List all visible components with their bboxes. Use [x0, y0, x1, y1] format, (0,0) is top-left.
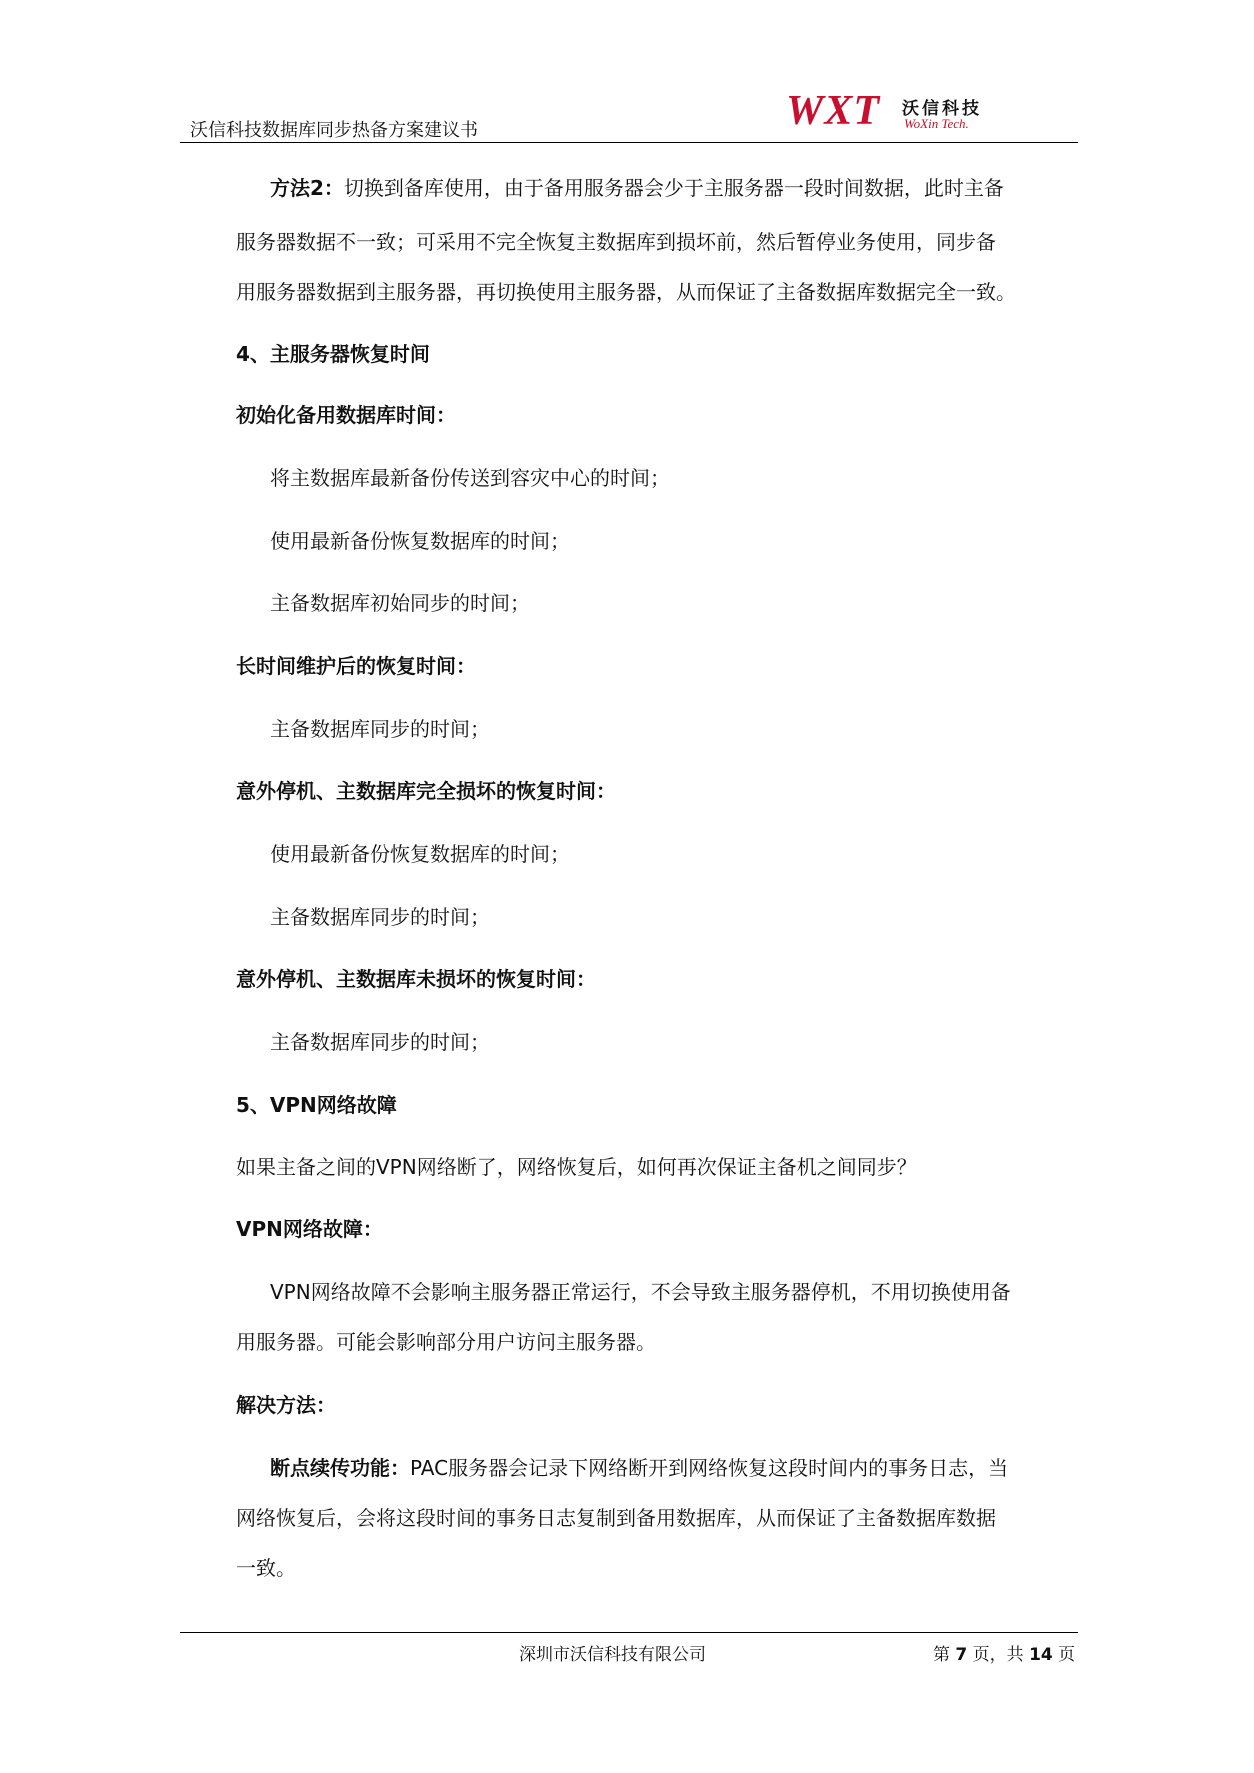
vpn-failure-line-1: VPN网络故障不会影响主服务器正常运行，不会导致主服务器停机，不用切换使用备 [270, 1280, 1011, 1304]
method2-label: 方法2： [270, 176, 344, 200]
crash-damaged-heading: 意外停机、主数据库完全损坏的恢复时间： [236, 779, 616, 803]
resume-line-2: 网络恢复后，会将这段时间的事务日志复制到备用数据库，从而保证了主备数据库数据 [236, 1506, 996, 1530]
logo-wxt-mark: WXT [786, 88, 881, 134]
vpn-failure-line-2: 用服务器。可能会影响部分用户访问主服务器。 [236, 1330, 656, 1354]
vpn-failure-heading: VPN网络故障： [236, 1217, 383, 1241]
init-item-3: 主备数据库初始同步的时间； [270, 591, 530, 615]
logo-chinese-name: 沃信科技 [902, 99, 982, 119]
section-5-question: 如果主备之间的VPN网络断了，网络恢复后，如何再次保证主备机之间同步？ [236, 1155, 917, 1179]
solution-heading: 解决方法： [236, 1393, 336, 1417]
total-pages: 14 [1029, 1645, 1053, 1665]
init-item-2: 使用最新备份恢复数据库的时间； [270, 529, 570, 553]
document-header-title: 沃信科技数据库同步热备方案建议书 [190, 120, 478, 141]
method2-line-1: 方法2：切换到备库使用，由于备用服务器会少于主服务器一段时间数据，此时主备 [270, 176, 1004, 200]
long-maintenance-item-1: 主备数据库同步的时间； [270, 717, 490, 741]
resume-line-1: 断点续传功能：PAC服务器会记录下网络断开到网络恢复这段时间内的事务日志，当 [270, 1456, 1009, 1480]
method2-line-3: 用服务器数据到主服务器，再切换使用主服务器，从而保证了主备数据库数据完全一致。 [236, 280, 1016, 304]
long-maintenance-heading: 长时间维护后的恢复时间： [236, 654, 476, 678]
header-divider [180, 142, 1078, 143]
logo-english-name: WoXin Tech. [904, 116, 969, 131]
footer-page-number: 第 7 页，共 14 页 [933, 1645, 1076, 1665]
init-item-1: 将主数据库最新备份传送到容灾中心的时间； [270, 466, 670, 490]
crash-damaged-item-1: 使用最新备份恢复数据库的时间； [270, 842, 570, 866]
crash-undamaged-item-1: 主备数据库同步的时间； [270, 1030, 490, 1054]
resume-label: 断点续传功能： [270, 1456, 410, 1480]
footer-company-name: 深圳市沃信科技有限公司 [519, 1645, 706, 1665]
section-5-heading: 5、VPN网络故障 [236, 1093, 397, 1117]
section-4-heading: 4、主服务器恢复时间 [236, 342, 430, 366]
resume-line-3: 一致。 [236, 1556, 296, 1580]
method2-line-2: 服务器数据不一致；可采用不完全恢复主数据库到损坏前，然后暂停业务使用，同步备 [236, 230, 996, 254]
current-page: 7 [955, 1645, 968, 1665]
footer-divider [180, 1632, 1078, 1633]
crash-damaged-item-2: 主备数据库同步的时间； [270, 905, 490, 929]
crash-undamaged-heading: 意外停机、主数据库未损坏的恢复时间： [236, 967, 596, 991]
init-time-heading: 初始化备用数据库时间： [236, 403, 456, 427]
